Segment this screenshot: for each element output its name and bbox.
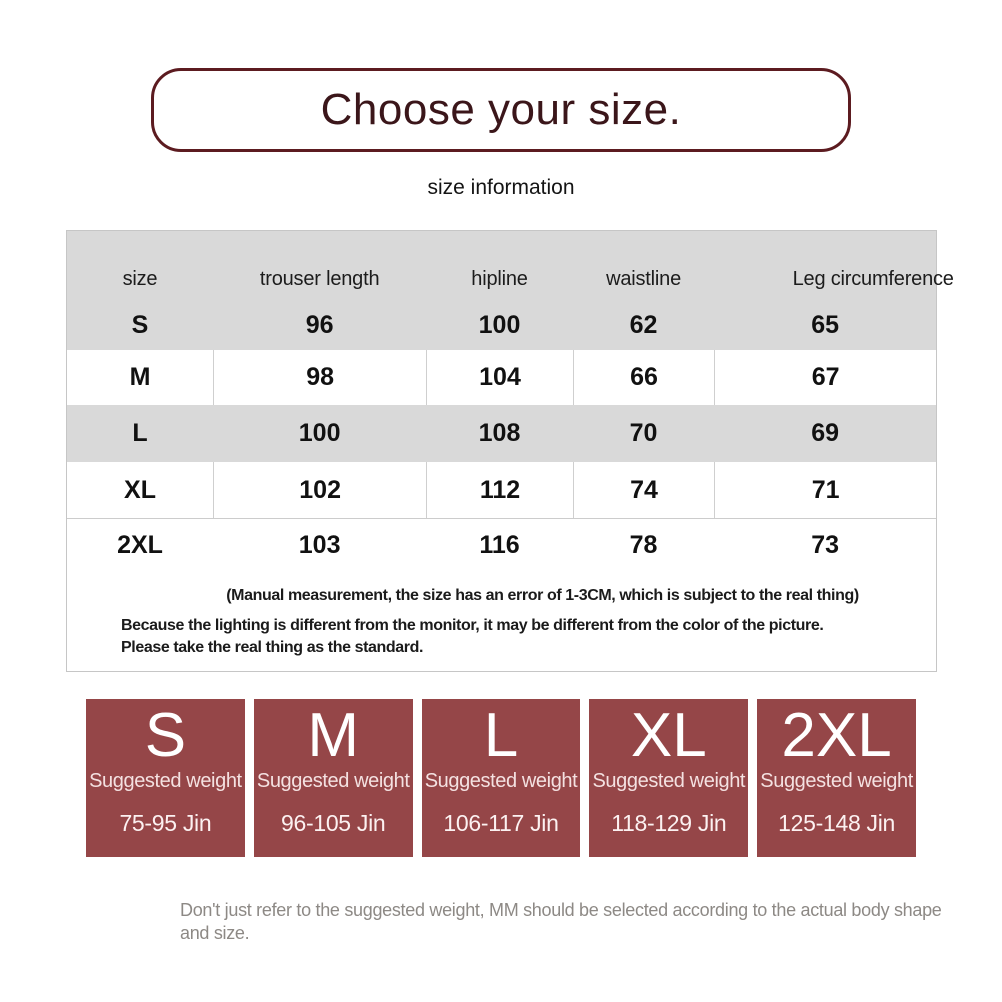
cell-hipline: 108	[478, 419, 521, 447]
weight-range: 125-148 Jin	[778, 810, 896, 836]
cell-size: S	[131, 310, 149, 339]
cell-trouser-length: 103	[298, 530, 341, 559]
weight-range: 75-95 Jin	[119, 810, 212, 836]
weight-box-m	[254, 699, 413, 857]
table-header-row	[67, 231, 954, 300]
cell-waistline: 70	[629, 419, 658, 447]
header-trouser-length: trouser length	[259, 268, 380, 290]
weight-range: 106-117 Jin	[443, 810, 559, 836]
weight-box-l	[422, 699, 581, 857]
cell-leg-circumference: 65	[811, 310, 840, 339]
cell-trouser-length: 96	[305, 310, 334, 339]
table-notes	[67, 571, 936, 671]
suggested-weight-row	[86, 699, 916, 857]
cell-hipline: 116	[479, 530, 520, 559]
header-size: size	[122, 268, 158, 290]
weight-box-2xl	[757, 699, 916, 857]
weight-box-s	[86, 699, 245, 857]
suggested-weight-label: Suggested weight	[760, 770, 913, 792]
size-letter: XL	[630, 701, 707, 770]
table-row-2xl	[67, 518, 936, 571]
header-leg-circumference: Leg circumference	[792, 268, 954, 290]
cell-leg-circumference: 73	[811, 530, 840, 559]
cell-waistline: 78	[629, 530, 658, 559]
cell-leg-circumference: 71	[714, 462, 936, 518]
cell-trouser-length: 98	[213, 350, 426, 405]
header-waistline: waistline	[606, 268, 681, 290]
suggested-weight-label: Suggested weight	[89, 770, 242, 792]
weight-range: 118-129 Jin	[611, 810, 727, 836]
page-title: Choose your size.	[320, 85, 682, 134]
cell-trouser-length: 100	[298, 419, 341, 447]
cell-leg-circumference: 67	[714, 350, 936, 405]
cell-leg-circumference: 69	[811, 419, 840, 447]
cell-waistline: 74	[573, 462, 715, 518]
header-hipline: hipline	[471, 268, 528, 290]
cell-size: L	[132, 419, 148, 447]
size-table	[66, 230, 954, 672]
suggested-weight-label: Suggested weight	[424, 770, 578, 792]
table-row-m	[67, 350, 936, 405]
cell-hipline: 112	[426, 462, 572, 518]
cell-trouser-length: 102	[213, 462, 426, 518]
weight-range: 96-105 Jin	[280, 810, 386, 836]
size-information-label: size information	[427, 176, 575, 199]
note-lighting-difference: Because the lighting is different from the monitor, it may be different from the color of the picture. Please take the real thing as the standard.	[121, 617, 824, 656]
cell-waistline: 62	[629, 310, 658, 339]
note-manual-measurement: (Manual measurement, the size has an error of 1-3CM, which is subject to the real thing)	[226, 587, 859, 604]
weight-box-xl	[589, 699, 748, 857]
cell-size: XL	[124, 475, 156, 504]
cell-hipline: 104	[426, 350, 572, 405]
suggested-weight-label: Suggested weight	[256, 770, 410, 792]
size-letter: L	[483, 701, 519, 770]
size-letter: S	[144, 701, 187, 770]
table-row-l	[67, 405, 936, 462]
cell-size: 2XL	[117, 530, 163, 559]
table-row-s	[67, 300, 936, 350]
cell-size: M	[129, 363, 151, 391]
table-row-xl	[67, 462, 936, 518]
size-letter: 2XL	[781, 701, 892, 770]
note-weight-disclaimer: Don't just refer to the suggested weight, MM should be selected according to the actual body shape and size.	[180, 900, 942, 944]
cell-hipline: 100	[478, 310, 521, 339]
suggested-weight-label: Suggested weight	[592, 770, 746, 792]
title-banner	[151, 68, 851, 152]
size-letter: M	[307, 701, 360, 770]
cell-waistline: 66	[573, 350, 715, 405]
size-chart-page	[0, 68, 1002, 1002]
